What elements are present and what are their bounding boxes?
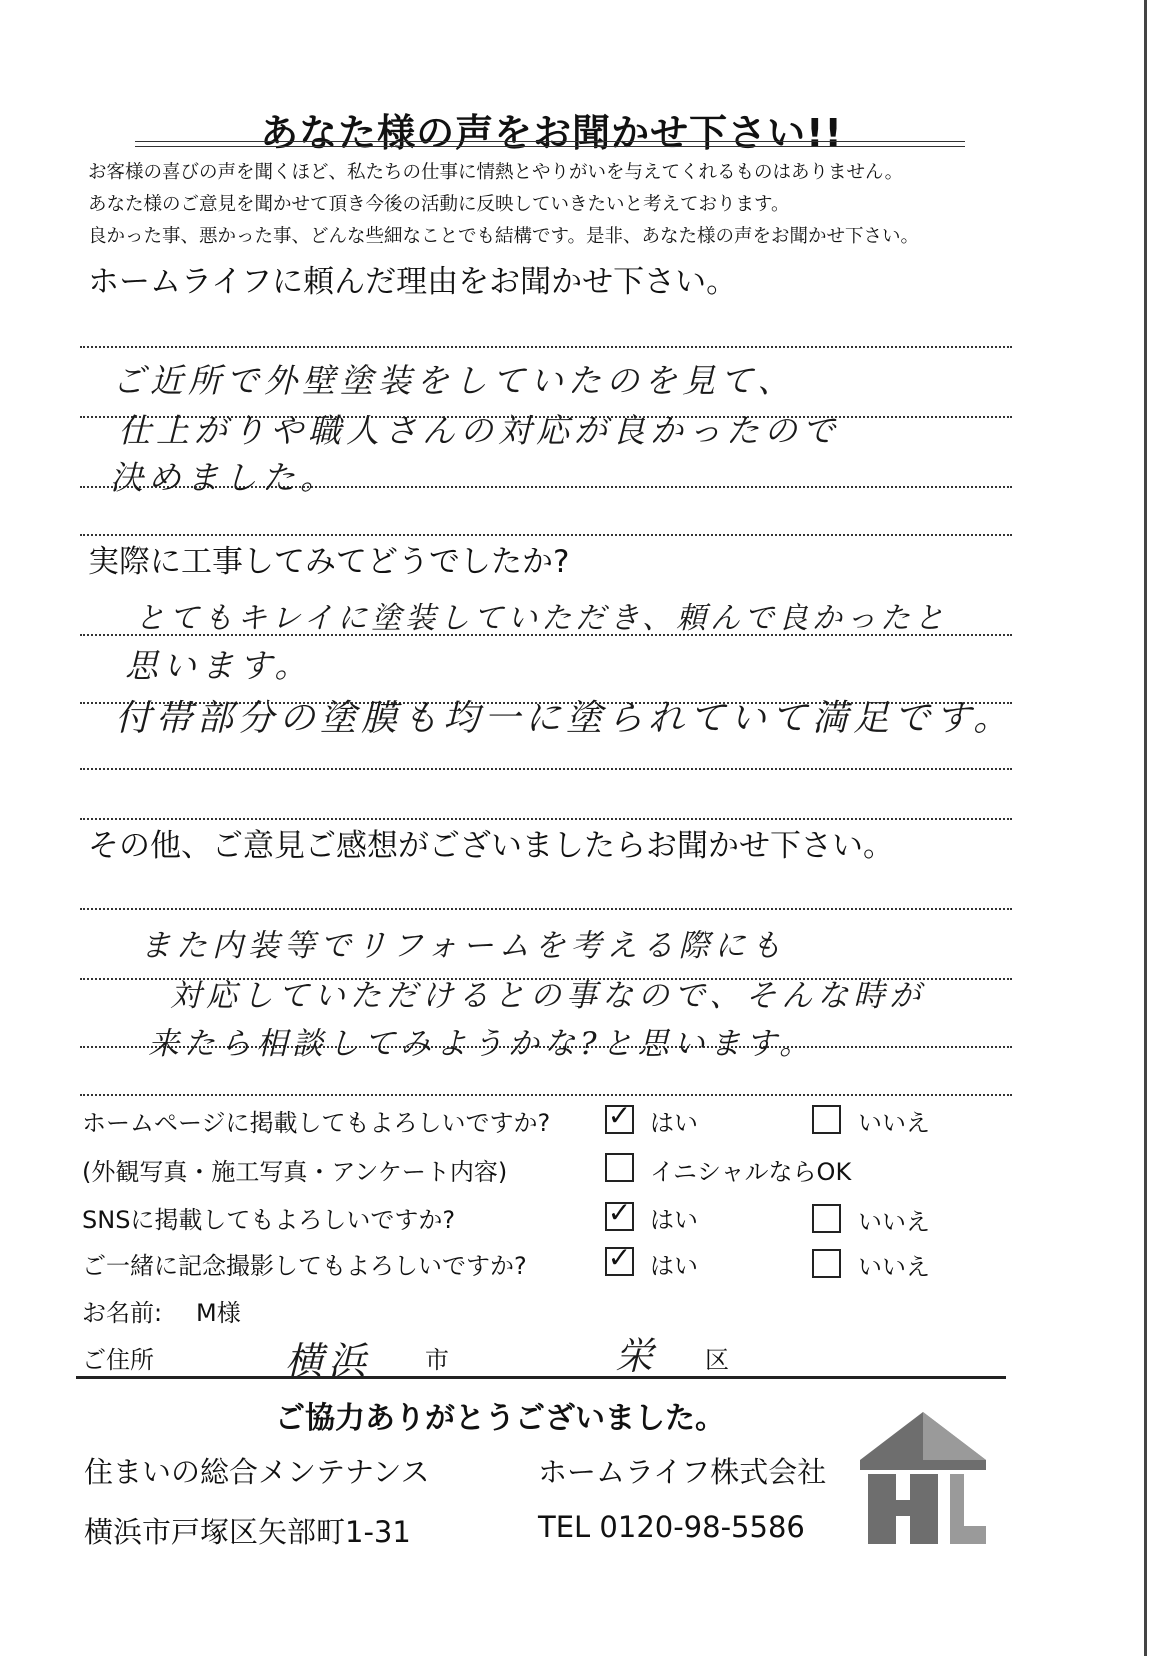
photo-no-checkbox[interactable]	[812, 1249, 841, 1278]
title-underline	[135, 141, 965, 142]
ward-value: 栄	[615, 1334, 659, 1378]
company-tagline: 住まいの総合メンテナンス	[84, 1455, 430, 1489]
answer-experience-line-1: とてもキレイに塗装していただき、頼んで良かったと	[135, 601, 948, 636]
answer-line	[80, 768, 1012, 770]
sns-yes-checkbox[interactable]: ✓	[605, 1202, 634, 1231]
title-underline-2	[135, 146, 965, 147]
page-edge	[1144, 0, 1147, 1656]
ward-suffix: 区	[705, 1346, 729, 1374]
thanks-message: ご協力ありがとうございました。	[275, 1401, 725, 1436]
initials-ok-label: イニシャルならOK	[650, 1158, 852, 1186]
sns-yes-label: はい	[650, 1206, 698, 1234]
homepage-permission-question: ホームページに掲載してもよろしいですか?	[82, 1109, 551, 1137]
answer-other-line-2: 対応していただけるとの事なので、そんな時が	[170, 978, 926, 1014]
city-value: 横浜	[285, 1339, 372, 1383]
question-experience: 実際に工事してみてどうでしたか?	[88, 544, 570, 580]
homepage-yes-label: はい	[650, 1109, 698, 1137]
photo-yes-label: はい	[650, 1252, 698, 1280]
homepage-yes-checkbox[interactable]: ✓	[605, 1105, 634, 1134]
answer-experience-line-3: 付帯部分の塗膜も均一に塗られていて満足です。	[115, 698, 1015, 739]
sns-permission-question: SNSに掲載してもよろしいですか?	[82, 1206, 456, 1234]
address-label: ご住所	[82, 1346, 154, 1374]
company-phone: TEL 0120-98-5586	[538, 1510, 805, 1544]
intro-line-1: お客様の喜びの声を聞くほど、私たちの仕事に情熱とやりがいを与えてくれるものはありません。	[88, 162, 904, 183]
answer-reason-line-1: ご近所で外壁塗装をしていたのを見て、	[112, 361, 796, 400]
answer-reason-line-2: 仕上がりや職人さんの対応が良かったので	[118, 411, 840, 450]
homelife-logo	[858, 1408, 988, 1548]
intro-line-2: あなた様のご意見を聞かせて頂き今後の活動に反映していきたいと考えております。	[88, 194, 790, 215]
intro-line-3: 良かった事、悪かった事、どんな些細なことでも結構です。是非、あなた様の声をお聞かせ下さい。	[88, 226, 920, 247]
sns-no-label: いいえ	[858, 1208, 930, 1236]
name-label: お名前:	[82, 1299, 163, 1327]
answer-reason-line-3: 決めました。	[110, 458, 338, 497]
answer-other-line-1: また内装等でリフォームを考える際にも	[140, 928, 787, 964]
answer-other-line-3: 来たら相談してみようかな?と思います。	[148, 1026, 816, 1062]
sns-no-checkbox[interactable]	[812, 1204, 841, 1233]
photo-yes-checkbox[interactable]: ✓	[605, 1247, 634, 1276]
city-suffix: 市	[425, 1346, 449, 1374]
survey-title: あなた様の声をお聞かせ下さい!!	[260, 111, 843, 155]
answer-line	[80, 346, 1012, 348]
homepage-no-checkbox[interactable]	[812, 1105, 841, 1134]
answer-experience-line-2: 思います。	[125, 646, 313, 685]
photo-no-label: いいえ	[858, 1253, 930, 1281]
company-address: 横浜市戸塚区矢部町1-31	[84, 1515, 411, 1549]
answer-line	[80, 1094, 1012, 1096]
question-reason: ホームライフに頼んだ理由をお聞かせ下さい。	[88, 264, 738, 300]
footer-divider	[76, 1376, 1006, 1379]
homepage-no-label: いいえ	[858, 1109, 930, 1137]
initials-ok-checkbox[interactable]	[605, 1153, 634, 1182]
homepage-content-note: (外観写真・施工写真・アンケート内容)	[82, 1158, 508, 1186]
company-name: ホームライフ株式会社	[538, 1455, 827, 1489]
name-value: M様	[196, 1299, 241, 1327]
photo-permission-question: ご一緒に記念撮影してもよろしいですか?	[82, 1252, 527, 1280]
question-other: その他、ご意見ご感想がございましたらお聞かせ下さい。	[88, 828, 894, 864]
answer-line	[80, 908, 1012, 910]
